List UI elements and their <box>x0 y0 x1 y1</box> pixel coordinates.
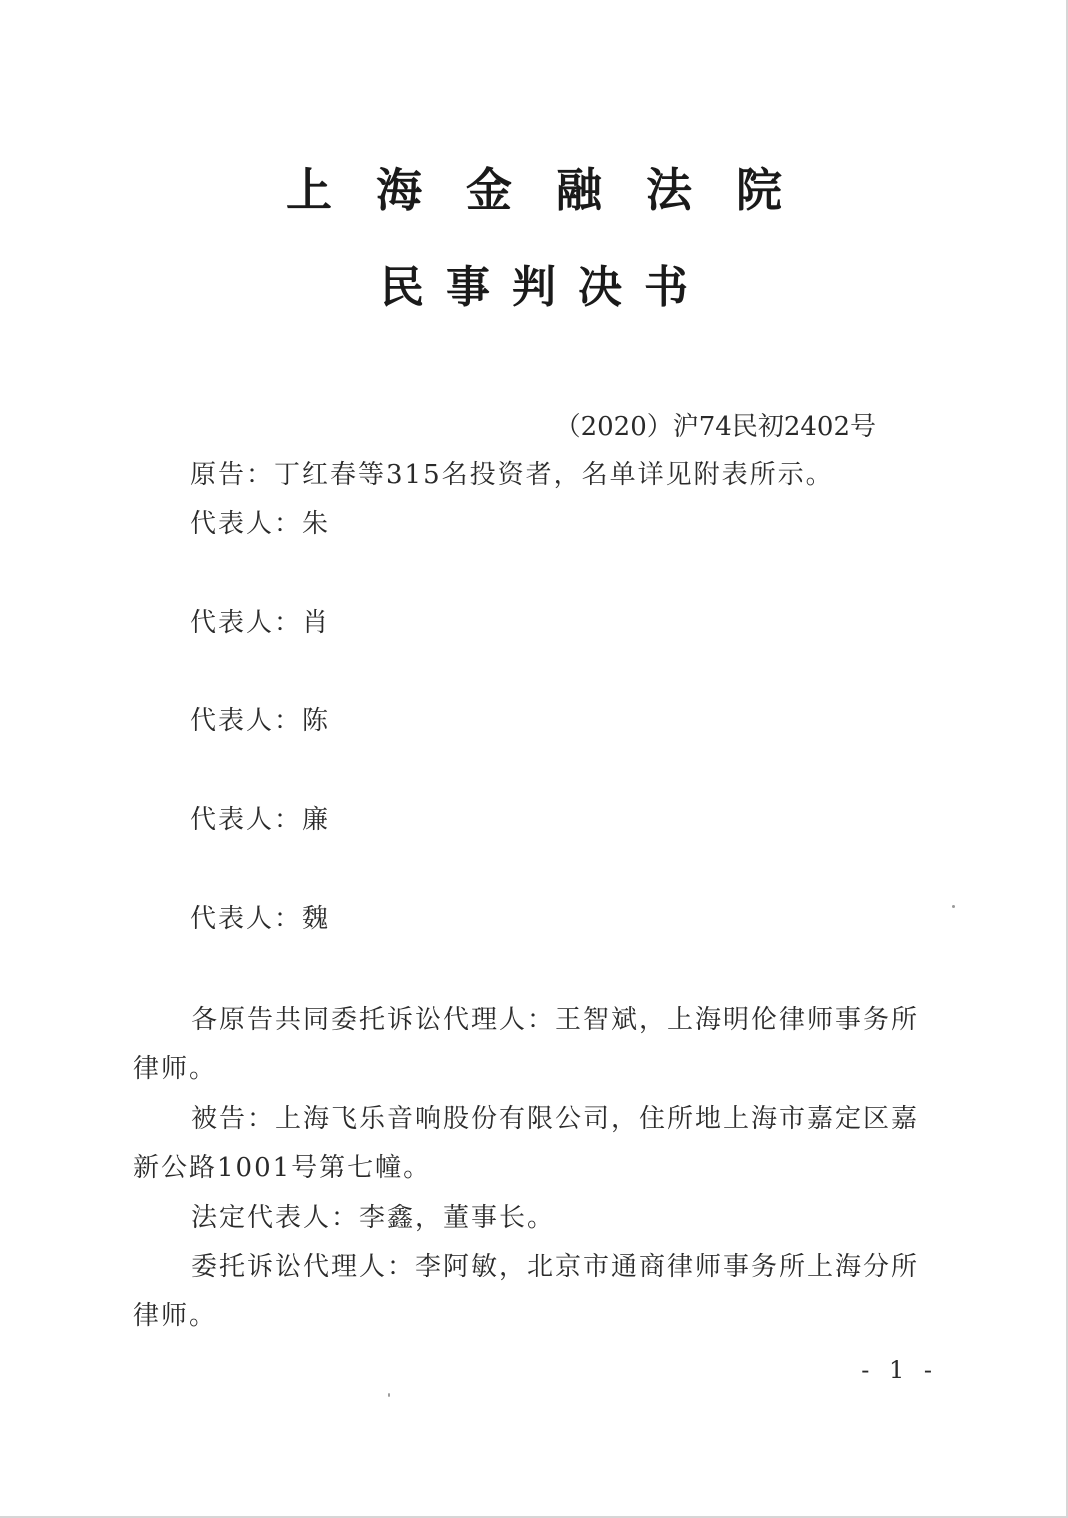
scan-speck <box>952 905 955 908</box>
court-name-heading: 上海金融法院 <box>286 163 826 217</box>
representative-line: 代表人：肖 <box>190 608 331 638</box>
scan-speck <box>388 1393 390 1397</box>
page-number: - 1 - <box>861 1356 938 1384</box>
plaintiff-agent-paragraph: 各原告共同委托诉讼代理人：王智斌，上海明伦律师事务所律师。 <box>133 1005 920 1084</box>
representative-line: 代表人：廉 <box>190 805 331 835</box>
representative-line: 代表人：陈 <box>190 706 331 736</box>
representative-line: 代表人：魏 <box>190 904 331 934</box>
plaintiff-line: 原告：丁红春等315名投资者，名单详见附表所示。 <box>190 460 834 490</box>
representative-line: 代表人：朱 <box>190 509 331 539</box>
defendant-paragraph: 被告：上海飞乐音响股份有限公司，住所地上海市嘉定区嘉新公路1001号第七幢。 <box>133 1104 920 1183</box>
document-type-heading: 民事判决书 <box>380 262 710 313</box>
case-number: （2020）沪74民初2402号 <box>554 412 876 442</box>
legal-representative-paragraph: 法定代表人：李鑫，董事长。 <box>191 1203 556 1233</box>
defendant-agent-paragraph: 委托诉讼代理人：李阿敏，北京市通商律师事务所上海分所律师。 <box>133 1252 920 1331</box>
